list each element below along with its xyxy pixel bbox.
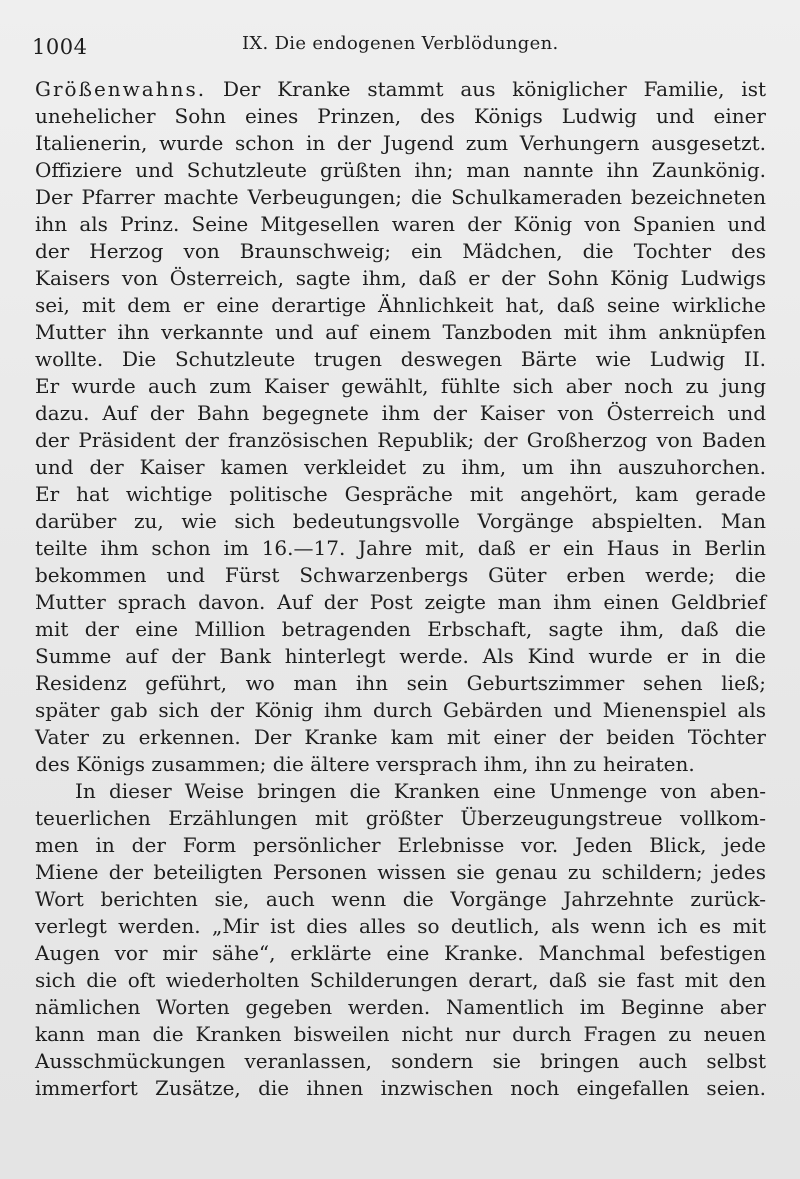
text-line: unehelicher Sohn eines Prinzen, des Königs Ludwig und einer xyxy=(35,104,766,128)
text-line: wollte. Die Schutzleute trugen deswegen Bärte wie Ludwig II. xyxy=(35,347,766,371)
paragraph-1 xyxy=(35,76,766,778)
text-line: Wort berichten sie, auch wenn die Vorgänge Jahrzehnte zurück- xyxy=(35,887,766,911)
text-line: Kaisers von Österreich, sagte ihm, daß er der Sohn König Ludwigs xyxy=(35,266,766,290)
page-header xyxy=(30,31,770,59)
text-line: verlegt werden. „Mir ist dies alles so deutlich, als wenn ich es mit xyxy=(35,914,766,938)
paragraph-2 xyxy=(35,778,766,1102)
text-line: dazu. Auf der Bahn begegnete ihm der Kaiser von Österreich und xyxy=(35,401,766,425)
text-line: Miene der beteiligten Personen wissen sie genau zu schildern; jedes xyxy=(35,860,766,884)
text-line: der Präsident der französischen Republik; der Großherzog von Baden xyxy=(35,428,766,452)
text-line: nämlichen Worten gegeben werden. Namentlich im Beginne aber xyxy=(35,995,766,1019)
text-line: teilte ihm schon im 16.—17. Jahre mit, daß er ein Haus in Berlin xyxy=(35,536,766,560)
text-line: Der Pfarrer machte Verbeugungen; die Schulkameraden bezeichneten xyxy=(35,185,766,209)
text-line: men in der Form persönlicher Erlebnisse vor. Jeden Blick, jede xyxy=(35,833,766,857)
text-line: sei, mit dem er eine derartige Ähnlichkeit hat, daß seine wirkliche xyxy=(35,293,766,317)
running-title: IX. Die endogenen Verblödungen. xyxy=(242,33,559,54)
text-line: Ausschmückungen veranlassen, sondern sie bringen auch selbst xyxy=(35,1049,766,1073)
text-line: immerfort Zusätze, die ihnen inzwischen noch eingefallen seien. xyxy=(35,1076,766,1100)
text-line: Italienerin, wurde schon in der Jugend zum Verhungern ausgesetzt. xyxy=(35,131,766,155)
text-line: kann man die Kranken bisweilen nicht nur durch Fragen zu neuen xyxy=(35,1022,766,1046)
text-line: Größenwahns. Der Kranke stammt aus königlicher Familie, ist xyxy=(35,77,766,101)
text-line: Summe auf der Bank hinterlegt werde. Als Kind wurde er in die xyxy=(35,644,766,668)
text-line: mit der eine Million betragenden Erbschaft, sagte ihm, daß die xyxy=(35,617,766,641)
text-line: Er wurde auch zum Kaiser gewählt, fühlte sich aber noch zu jung xyxy=(35,374,766,398)
text-line: bekommen und Fürst Schwarzenbergs Güter erben werde; die xyxy=(35,563,766,587)
body-text xyxy=(35,76,766,1102)
text-line: Mutter ihn verkannte und auf einem Tanzboden mit ihm anknüpfen xyxy=(35,320,766,344)
text-line: und der Kaiser kamen verkleidet zu ihm, um ihn auszuhorchen. xyxy=(35,455,766,479)
text-line: darüber zu, wie sich bedeutungsvolle Vorgänge abspielten. Man xyxy=(35,509,766,533)
text-line: der Herzog von Braunschweig; ein Mädchen, die Tochter des xyxy=(35,239,766,263)
text-line: Augen vor mir sähe“, erklärte eine Kranke. Manchmal befestigen xyxy=(35,941,766,965)
text-line: Er hat wichtige politische Gespräche mit angehört, kam gerade xyxy=(35,482,766,506)
emphasized-word: Größenwahns. xyxy=(35,77,207,101)
text-line: In dieser Weise bringen die Kranken eine Unmenge von aben- xyxy=(75,779,766,803)
text-line: später gab sich der König ihm durch Gebärden und Mienenspiel als xyxy=(35,698,766,722)
text-line: sich die oft wiederholten Schilderungen derart, daß sie fast mit den xyxy=(35,968,766,992)
text-line: Residenz geführt, wo man ihn sein Geburtszimmer sehen ließ; xyxy=(35,671,766,695)
text-line: Mutter sprach davon. Auf der Post zeigte man ihm einen Geldbrief xyxy=(35,590,766,614)
text-line: Offiziere und Schutzleute grüßten ihn; man nannte ihn Zaunkönig. xyxy=(35,158,766,182)
text-line: teuerlichen Erzählungen mit größter Überzeugungstreue vollkom- xyxy=(35,806,766,830)
page-number: 1004 xyxy=(32,35,88,59)
text-line: Vater zu erkennen. Der Kranke kam mit einer der beiden Töchter xyxy=(35,725,766,749)
text-line: des Königs zusammen; die ältere versprach ihm, ihn zu heiraten. xyxy=(35,752,695,776)
text-line: ihn als Prinz. Seine Mitgesellen waren der König von Spanien und xyxy=(35,212,766,236)
